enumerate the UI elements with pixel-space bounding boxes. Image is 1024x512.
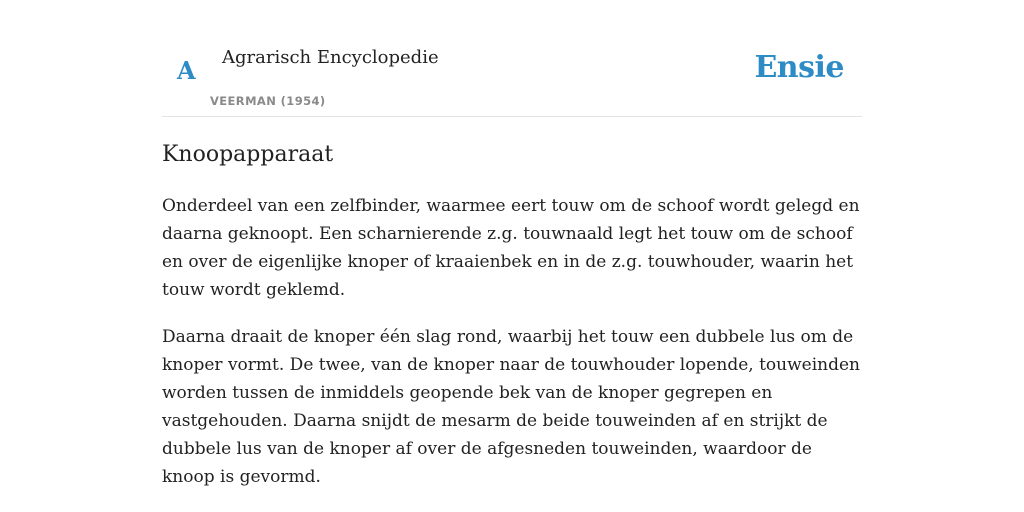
source-title-link[interactable]: Agrarisch Encyclopedie xyxy=(222,47,439,68)
source-author-year: VEERMAN (1954) xyxy=(210,94,326,108)
entry-paragraph: Daarna draait de knoper één slag rond, waarbij het touw een dubbele lus om de knoper vormt. De twee, van de knoper naar de touwhouder lopende, touweinden worden tussen de inmiddels geopende bek van de knoper gegrepen en vastgehouden. Daarna snijdt de mesarm de beide touweinden af en strijkt de dubbele lus van de knoper af over de afgesneden touweinden, waardoor de knoop is gevormd. xyxy=(162,327,860,487)
ensie-logo-link[interactable]: Ensie xyxy=(754,50,844,85)
entry-content xyxy=(162,192,862,510)
source-header xyxy=(162,0,862,117)
entry-paragraph: Onderdeel van een zelfbinder, waarmee eert touw om de schoof wordt gelegd en daarna geknoopt. Een scharnierende z.g. touwnaald legt het touw om de schoof en over de eigenlijke knoper of kraaienbek en in de z.g. touwhouder, waarin het touw wordt geklemd. xyxy=(162,196,860,300)
letter-index-link[interactable]: A xyxy=(177,56,196,85)
entry-title: Knoopapparaat xyxy=(162,142,334,167)
